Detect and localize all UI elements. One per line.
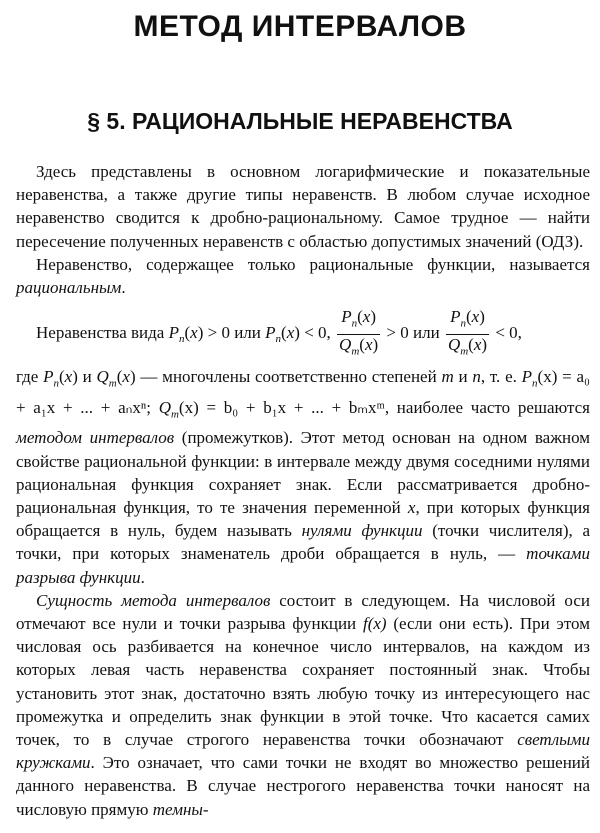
math-n: n — [178, 333, 185, 346]
formula-lt: < 0, — [491, 323, 522, 343]
definition-text: Неравенство, содержащее только рациональные функции, называется — [36, 254, 590, 274]
fraction-2 — [446, 307, 489, 361]
math-P2: P — [265, 323, 276, 343]
zeros-term: нулями функции — [301, 521, 423, 541]
math-x2: x — [286, 323, 295, 343]
inequality-forms: Неравенства вида $P_n(x) > 0$ или $P_n(x) < 0$, $\frac{P_n(x)}{Q_m(x)}$ > 0 или $\frac{P_n(x)}{Q_m(x)}$ < 0, — [16, 307, 590, 357]
definition-term: рациональным — [16, 278, 122, 298]
fraction-1-denominator: $Q_m(x)$ — [339, 334, 379, 357]
math-P: P — [168, 323, 179, 343]
fraction-2-numerator: $P_n(x)$ — [446, 307, 489, 334]
light-circles-term: светлыми кружками — [16, 730, 590, 773]
polynomial-P: (x) = a₀ + a₁x + ... + aₙxⁿ; — [16, 367, 590, 417]
polynomial-Q: (x) = b₀ + b₁x + ... + bₘxᵐ — [178, 397, 385, 417]
paragraph-definition — [16, 253, 590, 299]
discontinuity-term: точками разрыва функции — [16, 544, 590, 587]
page-title: МЕТОД ИНТЕРВАЛОВ — [133, 10, 467, 43]
paragraph-intro: Здесь представлены в основном логарифмические и показательные неравенства, а также другие типы неравенств. В любом случае исходное неравенство сводится к дробно-рациональному. Самое трудное — найти пересечение полученных неравенств с областью допустимых значений (ОДЗ). — [16, 162, 590, 251]
formula-or: или — [408, 323, 444, 343]
dark-term: темны- — [152, 799, 209, 819]
formula-lead: Неравенства вида — [36, 323, 169, 343]
fraction-2-denominator: $Q_m(x)$ — [447, 334, 488, 357]
section-heading: § 5. РАЦИОНАЛЬНЫЕ НЕРАВЕНСТВА — [87, 108, 513, 134]
formula-lt0: < 0, — [299, 323, 336, 343]
fraction-1 — [337, 307, 380, 361]
math-n2: n — [275, 333, 282, 346]
method-term: методом интервалов — [16, 428, 175, 448]
formula-gt0: > 0 или — [203, 323, 266, 343]
paragraph-essence: Сущность метода интервалов состоит в следующем. На числовой оси отмечают все нули и точки разрыва функции f(x) (если они есть). При этом числовая ось разбивается на конечное число интервалов, на каждом из которых левая часть неравенства сохраняет постоянный знак. Чтобы установить этот знак, достаточно взять любую точку из интересующего нас промежутка и определить знак функции в этой точке. Что касается самих точек, то в случае строгого неравенства точки обозначают светлыми кружками. Это означает, что сами точки не входят во множество решений данного неравенства. В случае нестрогого неравенства точки наносят на числовую прямую темны- — [16, 590, 590, 819]
definition-end: . — [121, 278, 126, 298]
body-text — [16, 160, 590, 821]
paragraph-method: где $P_n(x)$ и $Q_m(x)$ — многочлены соответственно степеней m и n, т. е. $P_n(x) = a_0 + a_1x$ + ... + aₙxⁿ; $Q_m(x) = b_0 + b_1x$ + ... + bₘxᵐ, наиболее часто решаются методом интервалов (промежутков). Этот метод основан на одном важном свойстве рациональной функции: в интервале между двумя соседними нулями рациональная функция сохраняет знак. Если рассматривается дробно-рациональная функция, то те значения переменной x, при которых функция обращается в нуль, будем называть нулями функции (точки числителя), а точки, при которых знаменатель дроби обращается в нуль, — точками разрыва функции. — [16, 367, 591, 587]
fraction-1-numerator: $P_n(x)$ — [337, 307, 380, 334]
math-x: x — [190, 323, 198, 343]
essence-term: Сущность метода интервалов — [36, 590, 271, 610]
formula-gt: > 0 — [382, 323, 409, 343]
